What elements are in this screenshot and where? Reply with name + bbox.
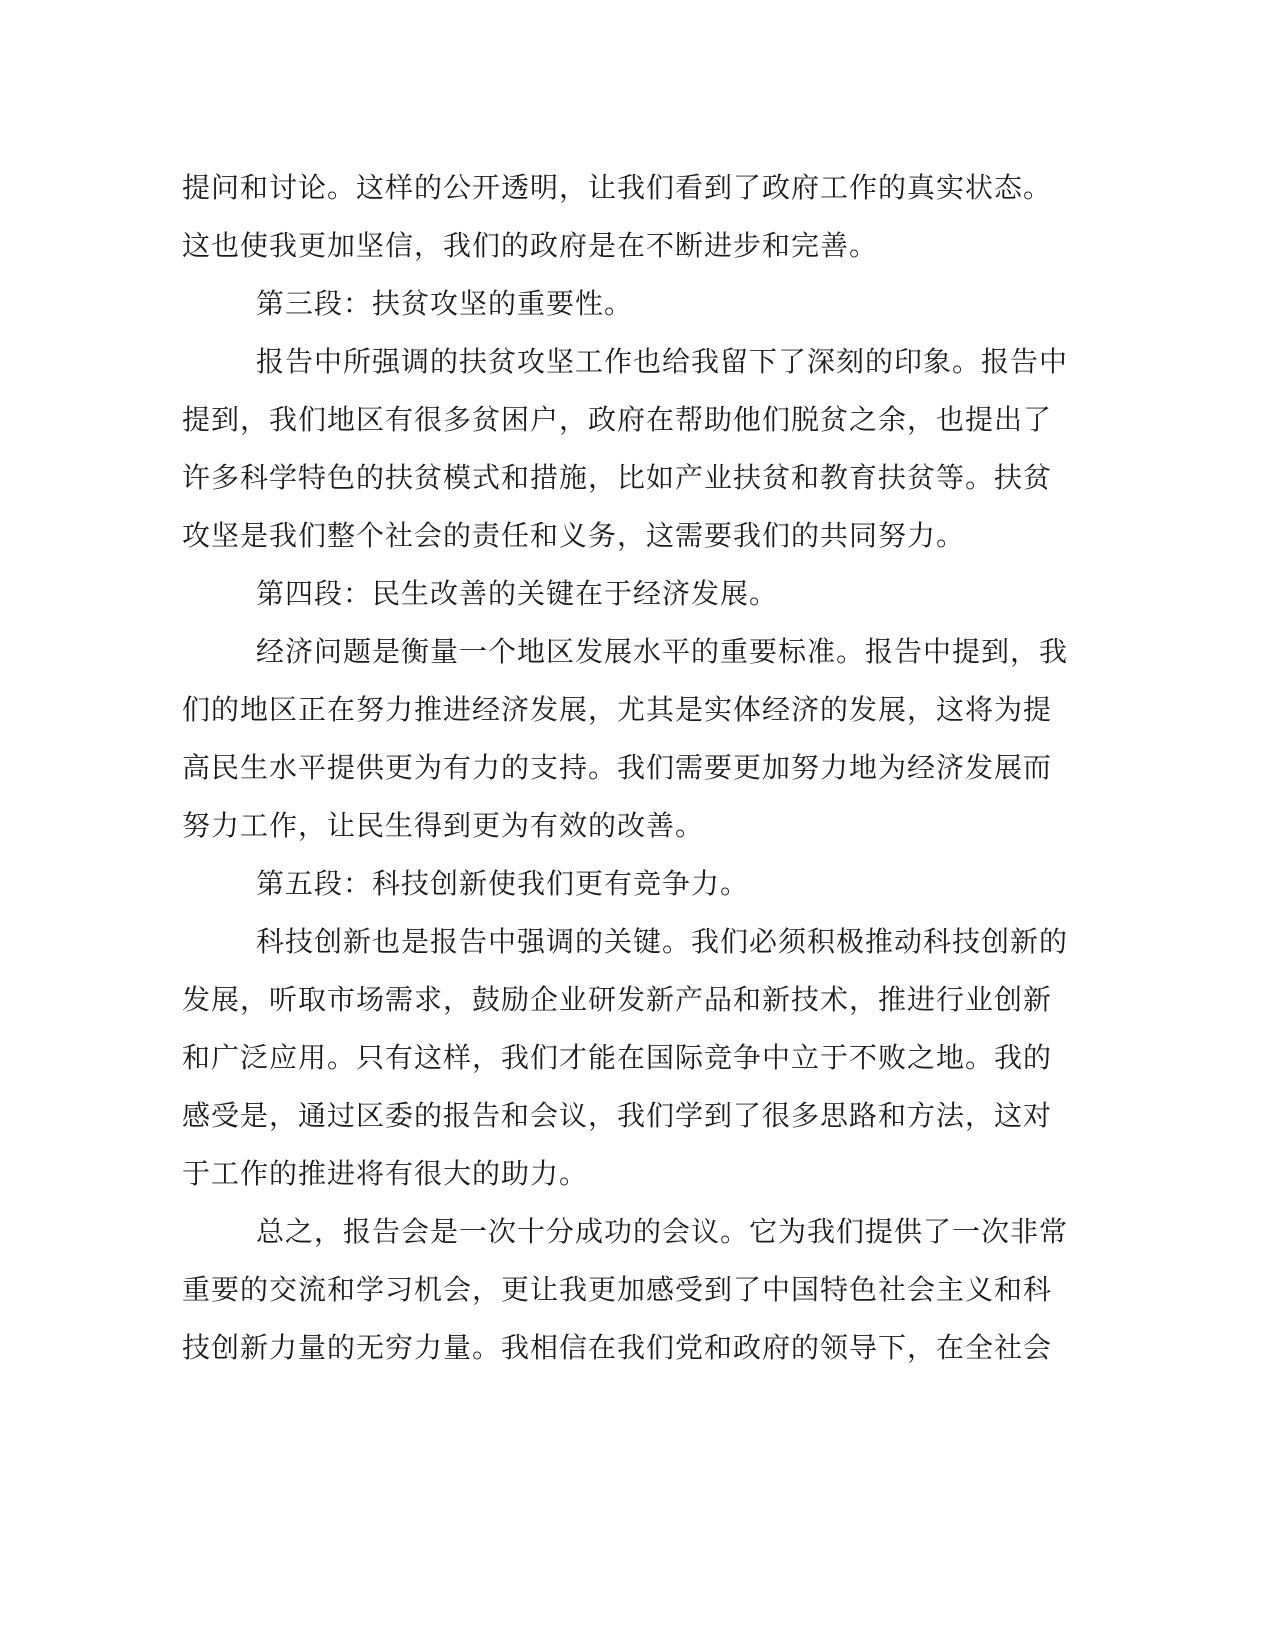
text-line: 报告中所强调的扶贫攻坚工作也给我留下了深刻的印象。报告中	[256, 345, 1069, 378]
text-line: 提问和讨论。这样的公开透明，让我们看到了政府工作的真实状态。	[182, 171, 1053, 204]
paragraph-conclusion	[182, 1203, 1069, 1377]
paragraph-continuation	[182, 159, 1053, 275]
text-line: 经济问题是衡量一个地区发展水平的重要标准。报告中提到，我	[256, 635, 1069, 668]
paragraph-economy	[182, 623, 1069, 855]
text-line: 这也使我更加坚信，我们的政府是在不断进步和完善。	[182, 229, 879, 262]
text-line: 许多科学特色的扶贫模式和措施，比如产业扶贫和教育扶贫等。扶贫	[182, 461, 1053, 494]
section-heading-3	[182, 275, 1037, 333]
text-line: 科技创新也是报告中强调的关键。我们必须积极推动科技创新的	[256, 925, 1069, 958]
document-page	[182, 159, 1069, 1377]
text-line: 攻坚是我们整个社会的责任和义务，这需要我们的共同努力。	[182, 519, 966, 552]
text-line: 技创新力量的无穷力量。我相信在我们党和政府的领导下，在全社会	[182, 1331, 1053, 1364]
text-line: 感受是，通过区委的报告和会议，我们学到了很多思路和方法，这对	[182, 1099, 1053, 1132]
text-line: 重要的交流和学习机会，更让我更加感受到了中国特色社会主义和科	[182, 1273, 1053, 1306]
text-line: 发展，听取市场需求，鼓励企业研发新产品和新技术，推进行业创新	[182, 983, 1053, 1016]
text-line: 总之，报告会是一次十分成功的会议。它为我们提供了一次非常	[256, 1215, 1069, 1248]
text-line: 们的地区正在努力推进经济发展，尤其是实体经济的发展，这将为提	[182, 693, 1053, 726]
paragraph-poverty	[182, 333, 1069, 565]
section-heading-5	[182, 855, 1037, 913]
heading-text: 第四段：民生改善的关键在于经济发展。	[256, 577, 779, 610]
text-line: 提到，我们地区有很多贫困户，政府在帮助他们脱贫之余，也提出了	[182, 403, 1053, 436]
text-line: 努力工作，让民生得到更为有效的改善。	[182, 809, 705, 842]
paragraph-innovation	[182, 913, 1069, 1203]
heading-text: 第五段：科技创新使我们更有竞争力。	[256, 867, 750, 900]
text-line: 和广泛应用。只有这样，我们才能在国际竞争中立于不败之地。我的	[182, 1041, 1053, 1074]
text-line: 于工作的推进将有很大的助力。	[182, 1157, 589, 1190]
text-line: 高民生水平提供更为有力的支持。我们需要更加努力地为经济发展而	[182, 751, 1053, 784]
heading-text: 第三段：扶贫攻坚的重要性。	[256, 287, 634, 320]
section-heading-4	[182, 565, 1037, 623]
